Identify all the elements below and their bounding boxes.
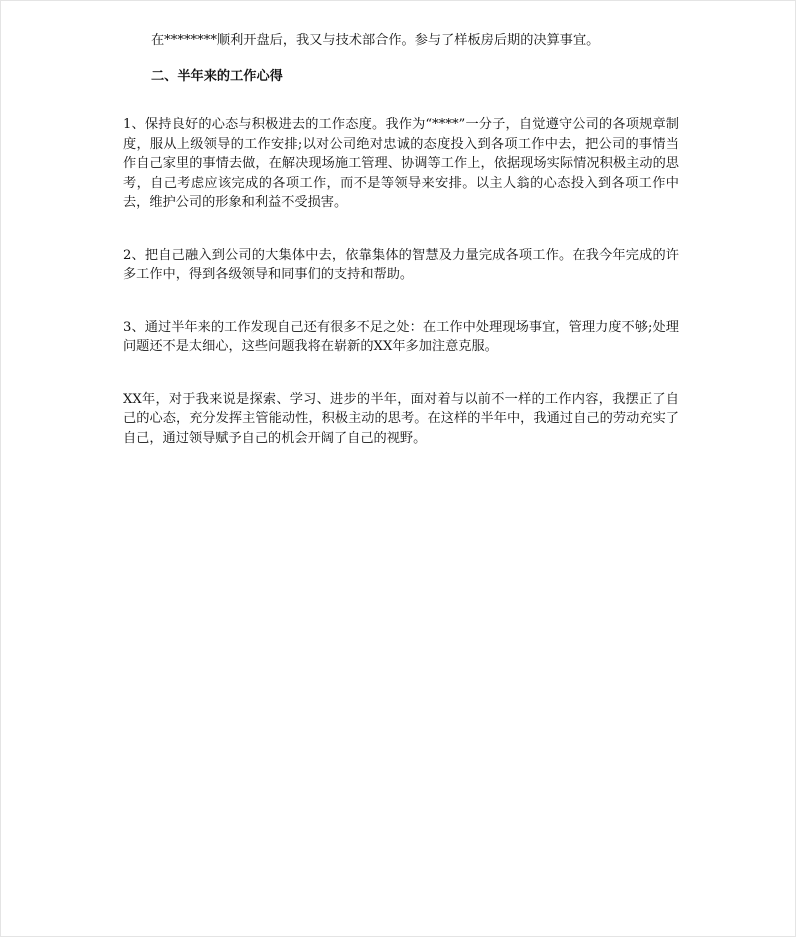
paragraph-4: XX年，对于我来说是探索、学习、进步的半年，面对着与以前不一样的工作内容，我摆正了自己的心态，充分发挥主管能动性，积极主动的思考。在这样的半年中，我通过自己的劳动充实了自己，通过领导赋予自己的机会开阔了自己的视野。 bbox=[123, 391, 679, 446]
document-body bbox=[123, 31, 679, 481]
paragraph-3: 3、通过半年来的工作发现自己还有很多不足之处：在工作中处理现场事宜，管理力度不够;处理问题还不是太细心，这些问题我将在崭新的XX年多加注意克服。 bbox=[123, 319, 679, 354]
intro-paragraph: 在********顺利开盘后，我又与技术部合作。参与了样板房后期的决算事宜。 bbox=[151, 33, 600, 48]
section-heading: 二、半年来的工作心得 bbox=[151, 68, 283, 84]
paragraph-2: 2、把自己融入到公司的大集体中去，依靠集体的智慧及力量完成各项工作。在我今年完成的许多工作中，得到各级领导和同事们的支持和帮助。 bbox=[123, 247, 679, 282]
paragraph-1: 1、保持良好的心态与积极进去的工作态度。我作为“****”一分子，自觉遵守公司的各项规章制度，服从上级领导的工作安排;以对公司绝对忠诚的态度投入到各项工作中去，把公司的事情当作自己家里的事情去做，在解决现场施工管理、协调等工作上，依据现场实际情况积极主动的思考，自己考虑应该完成的各项工作，而不是等领导来安排。以主人翁的心态投入到各项工作中去，维护公司的形象和利益不受损害。 bbox=[123, 117, 679, 210]
